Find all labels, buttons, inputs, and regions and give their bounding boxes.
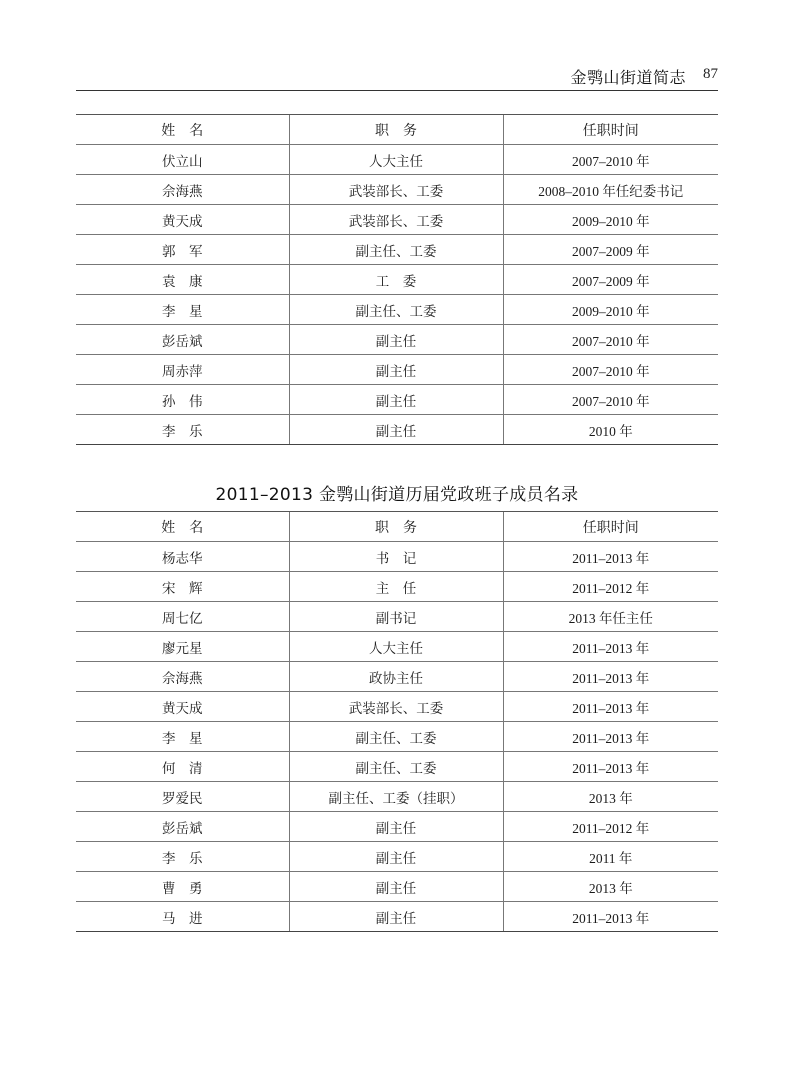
cell-post: 副书记 [289, 602, 503, 632]
cell-name: 佘海燕 [76, 175, 289, 205]
cell-term: 2011–2013 年 [503, 722, 718, 752]
cell-post: 人大主任 [289, 632, 503, 662]
cell-post: 武装部长、工委 [289, 205, 503, 235]
cell-term: 2008–2010 年任纪委书记 [503, 175, 718, 205]
table-row [76, 325, 718, 355]
cell-term: 2013 年 [503, 782, 718, 812]
table-row [76, 542, 718, 572]
table-row [76, 812, 718, 842]
table-row [76, 602, 718, 632]
table-row [76, 902, 718, 932]
column-header-post: 职 务 [289, 115, 503, 145]
cell-term: 2011–2013 年 [503, 692, 718, 722]
cell-term: 2011 年 [503, 842, 718, 872]
cell-term: 2007–2010 年 [503, 385, 718, 415]
cell-post: 副主任 [289, 812, 503, 842]
cell-name: 周七亿 [76, 602, 289, 632]
cell-term: 2007–2010 年 [503, 145, 718, 175]
cell-post: 人大主任 [289, 145, 503, 175]
cell-post: 武装部长、工委 [289, 175, 503, 205]
table-row [76, 572, 718, 602]
table-row [76, 145, 718, 175]
cell-post: 书 记 [289, 542, 503, 572]
cell-name: 彭岳斌 [76, 325, 289, 355]
page-header [76, 60, 718, 91]
table-row [76, 842, 718, 872]
cell-term: 2007–2010 年 [503, 355, 718, 385]
table-row [76, 235, 718, 265]
cell-post: 副主任、工委 [289, 235, 503, 265]
cell-name: 佘海燕 [76, 662, 289, 692]
table-row [76, 632, 718, 662]
page-number: 87 [703, 66, 718, 82]
table-row [76, 722, 718, 752]
cell-post: 副主任 [289, 872, 503, 902]
cell-term: 2011–2013 年 [503, 542, 718, 572]
cell-post: 工 委 [289, 265, 503, 295]
table-row [76, 265, 718, 295]
cell-name: 袁 康 [76, 265, 289, 295]
table-row [76, 662, 718, 692]
cell-name: 周赤萍 [76, 355, 289, 385]
cell-name: 郭 军 [76, 235, 289, 265]
table-header-row [76, 512, 718, 542]
column-header-name: 姓 名 [76, 115, 289, 145]
column-header-term: 任职时间 [503, 115, 718, 145]
column-header-term: 任职时间 [503, 512, 718, 542]
table-row [76, 782, 718, 812]
cell-post: 主 任 [289, 572, 503, 602]
table-row [76, 872, 718, 902]
cell-term: 2007–2010 年 [503, 325, 718, 355]
cell-term: 2011–2013 年 [503, 902, 718, 932]
cell-name: 李 星 [76, 722, 289, 752]
table-row [76, 752, 718, 782]
cell-post: 副主任、工委（挂职） [289, 782, 503, 812]
cell-term: 2013 年任主任 [503, 602, 718, 632]
table-row [76, 692, 718, 722]
cell-term: 2009–2010 年 [503, 205, 718, 235]
running-title: 金鹗山街道简志 [570, 68, 686, 87]
cell-term: 2011–2013 年 [503, 752, 718, 782]
cell-term: 2011–2012 年 [503, 572, 718, 602]
table-row [76, 355, 718, 385]
cell-name: 李 乐 [76, 842, 289, 872]
cell-name: 黄天成 [76, 205, 289, 235]
cell-term: 2007–2009 年 [503, 235, 718, 265]
cell-post: 副主任、工委 [289, 752, 503, 782]
cell-name: 孙 伟 [76, 385, 289, 415]
cell-name: 宋 辉 [76, 572, 289, 602]
column-header-post: 职 务 [289, 512, 503, 542]
cell-term: 2011–2012 年 [503, 812, 718, 842]
cell-name: 黄天成 [76, 692, 289, 722]
table-row [76, 415, 718, 445]
cell-name: 杨志华 [76, 542, 289, 572]
cell-name: 廖元星 [76, 632, 289, 662]
cell-term: 2013 年 [503, 872, 718, 902]
section-title: 2011–2013 金鹗山街道历届党政班子成员名录 [215, 485, 579, 505]
table-row [76, 205, 718, 235]
cell-name: 伏立山 [76, 145, 289, 175]
cell-post: 副主任 [289, 415, 503, 445]
cell-post: 副主任 [289, 842, 503, 872]
table-header-row [76, 115, 718, 145]
roster-table-1 [76, 114, 718, 445]
cell-post: 副主任 [289, 355, 503, 385]
cell-name: 李 星 [76, 295, 289, 325]
cell-term: 2011–2013 年 [503, 632, 718, 662]
cell-post: 副主任、工委 [289, 722, 503, 752]
cell-post: 武装部长、工委 [289, 692, 503, 722]
table-row [76, 175, 718, 205]
cell-term: 2010 年 [503, 415, 718, 445]
cell-post: 副主任 [289, 902, 503, 932]
cell-post: 政协主任 [289, 662, 503, 692]
cell-name: 彭岳斌 [76, 812, 289, 842]
cell-name: 李 乐 [76, 415, 289, 445]
cell-name: 曹 勇 [76, 872, 289, 902]
cell-post: 副主任、工委 [289, 295, 503, 325]
cell-name: 罗爱民 [76, 782, 289, 812]
cell-term: 2009–2010 年 [503, 295, 718, 325]
cell-name: 马 进 [76, 902, 289, 932]
cell-post: 副主任 [289, 385, 503, 415]
column-header-name: 姓 名 [76, 512, 289, 542]
table-row [76, 295, 718, 325]
cell-term: 2011–2013 年 [503, 662, 718, 692]
cell-name: 何 清 [76, 752, 289, 782]
cell-term: 2007–2009 年 [503, 265, 718, 295]
cell-post: 副主任 [289, 325, 503, 355]
roster-table-2 [76, 511, 718, 932]
table-row [76, 385, 718, 415]
